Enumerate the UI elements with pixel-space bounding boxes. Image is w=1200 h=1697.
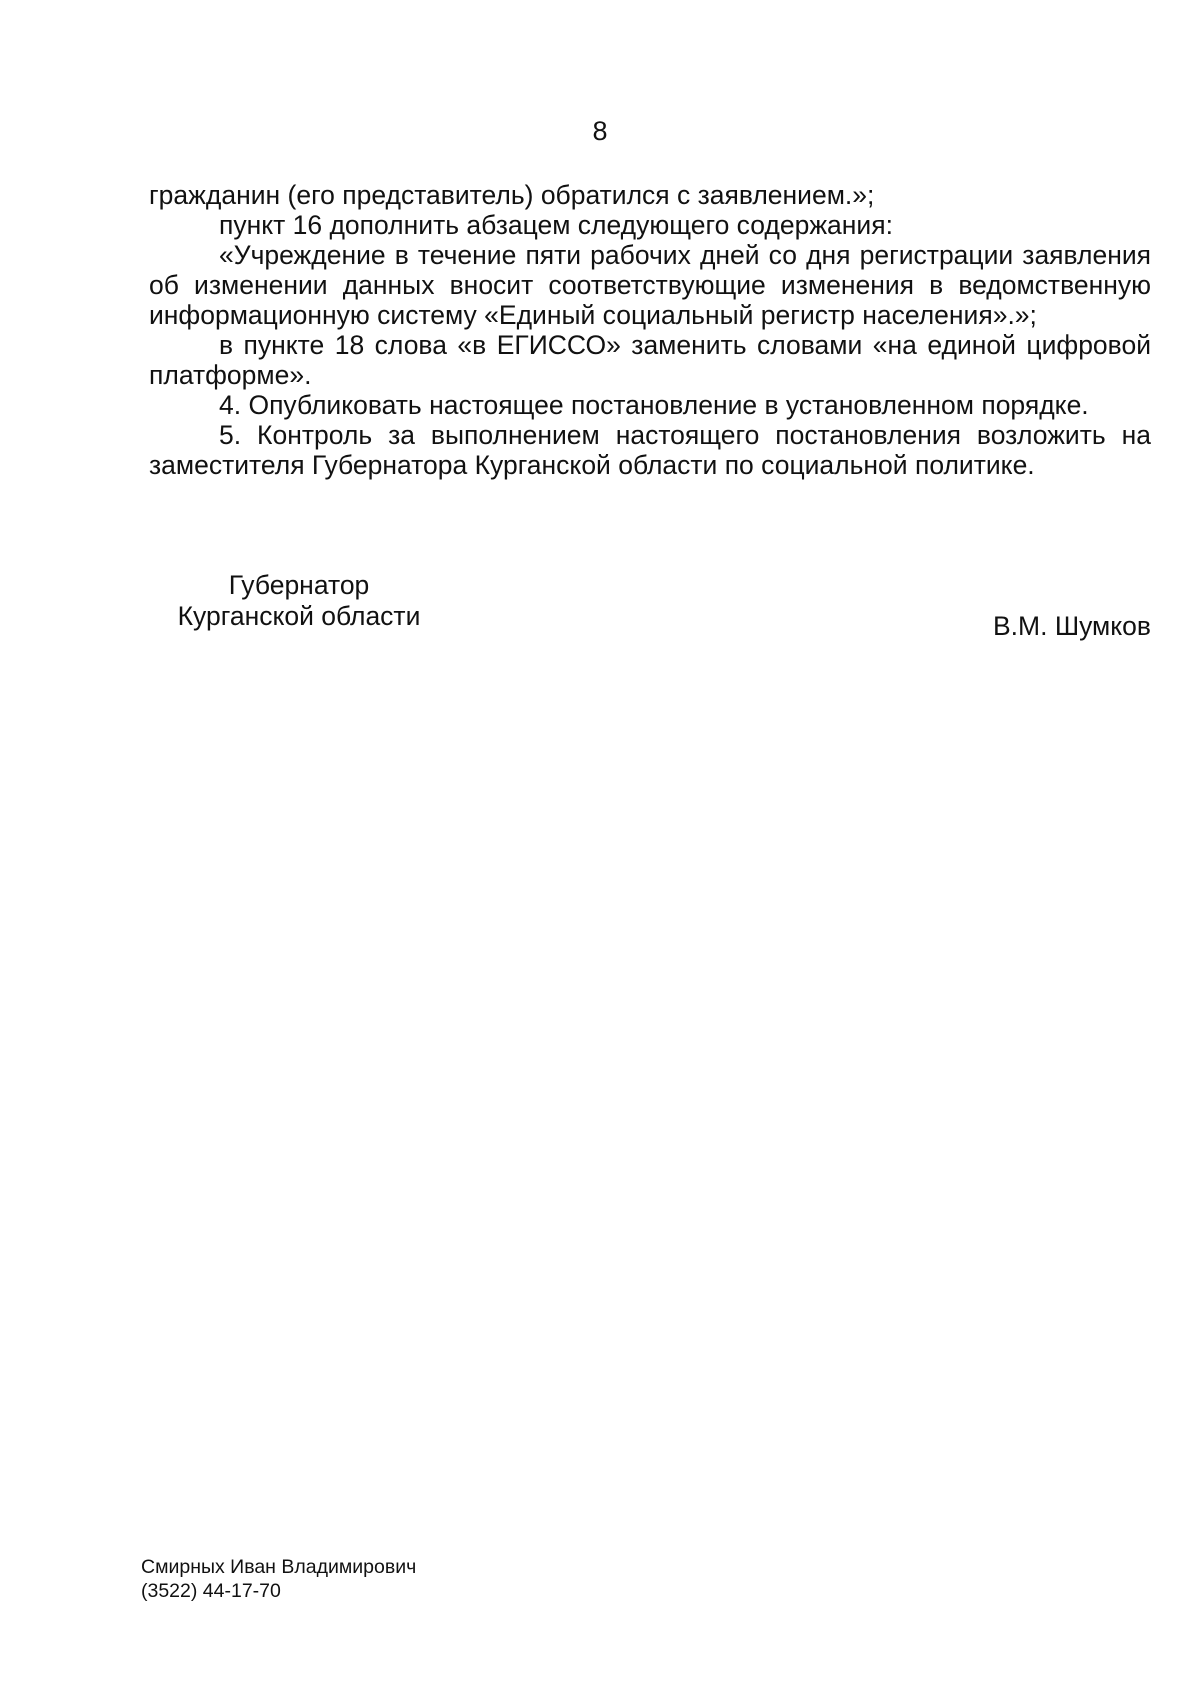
executor-phone: (3522) 44-17-70 [141,1580,281,1602]
paragraph-item-5: 5. Контроль за выполнением настоящего постановления возложить на заместителя Губернатора Курганской области по социальной политике. [149,420,1151,480]
executor-name: Смирных Иван Владимирович [141,1556,417,1578]
executor-info [141,1555,416,1603]
paragraph-point-18: в пункте 18 слова «в ЕГИССО» заменить словами «на единой цифровой платформе». [149,330,1151,390]
signatory-region: Курганской области [177,601,421,631]
signatory-title [149,570,449,632]
paragraph-point-16: пункт 16 дополнить абзацем следующего содержания: [219,210,893,240]
signatory-name: В.М. Шумков [992,611,1151,641]
page-number: 8 [592,116,608,146]
paragraph-quoted-text: «Учреждение в течение пяти рабочих дней со дня регистрации заявления об изменении данных вносит соответствующие изменения в ведомственную информационную систему «Единый социальный регистр населения».»; [149,240,1151,330]
signature-block [149,570,1151,640]
document-body [149,180,1151,480]
paragraph-item-4: 4. Опубликовать настоящее постановление в установленном порядке. [219,390,1089,420]
paragraph-continuation: гражданин (его представитель) обратился с заявлением.»; [149,180,875,210]
signatory-position: Губернатор [228,570,370,600]
